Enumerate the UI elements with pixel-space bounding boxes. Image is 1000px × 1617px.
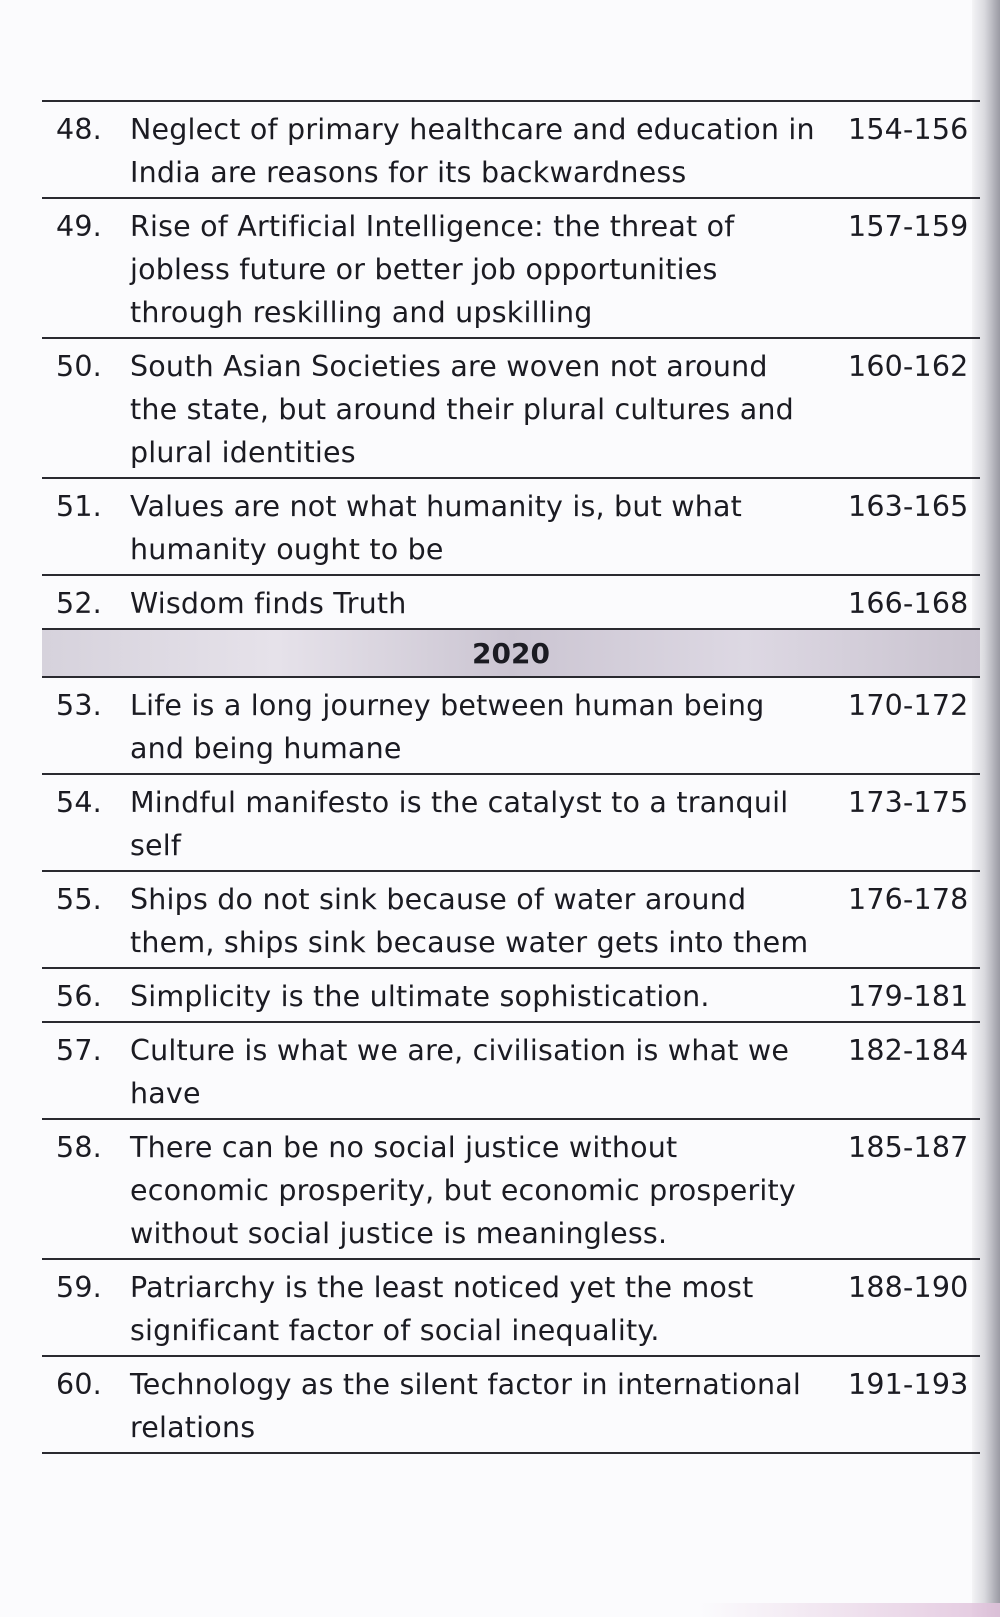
- entry-title: Neglect of primary healthcare and education in India are reasons for its backwardness: [130, 113, 815, 189]
- toc-row[interactable]: [42, 1023, 980, 1120]
- toc-row[interactable]: [42, 1260, 980, 1357]
- toc-row[interactable]: [42, 678, 980, 775]
- entry-pages: 173-175: [848, 786, 969, 819]
- entry-pages: 170-172: [848, 689, 969, 722]
- table-of-contents: [42, 100, 980, 1454]
- entry-title: Mindful manifesto is the catalyst to a tranquil self: [130, 786, 789, 862]
- entry-number: 59.: [56, 1271, 102, 1304]
- entry-title: Simplicity is the ultimate sophistication.: [130, 980, 710, 1013]
- entry-title: There can be no social justice without economic prosperity, but economic prosperity without social justice is meaningless.: [130, 1131, 796, 1250]
- entry-number: 57.: [56, 1034, 102, 1067]
- entry-number: 56.: [56, 980, 102, 1013]
- toc-row[interactable]: [42, 969, 980, 1023]
- entry-pages: 157-159: [848, 210, 969, 243]
- entry-number: 52.: [56, 587, 102, 620]
- entry-title: Technology as the silent factor in international relations: [130, 1368, 802, 1444]
- entry-pages: 154-156: [848, 113, 969, 146]
- toc-row[interactable]: [42, 872, 980, 969]
- entry-pages: 160-162: [848, 350, 969, 383]
- entry-number: 50.: [56, 350, 102, 383]
- entry-title: Wisdom finds Truth: [130, 587, 407, 620]
- entry-pages: 182-184: [848, 1034, 969, 1067]
- entry-title: Ships do not sink because of water around them, ships sink because water gets into them: [130, 883, 809, 959]
- entry-title: South Asian Societies are woven not around the state, but around their plural cultures and plural identities: [130, 350, 794, 469]
- toc-row[interactable]: [42, 199, 980, 339]
- entry-pages: 179-181: [848, 980, 969, 1013]
- entry-number: 60.: [56, 1368, 102, 1401]
- entry-title: Values are not what humanity is, but what humanity ought to be: [130, 490, 743, 566]
- year-heading: 2020: [42, 630, 980, 678]
- entry-number: 54.: [56, 786, 102, 819]
- entry-pages: 188-190: [848, 1271, 969, 1304]
- entry-pages: 185-187: [848, 1131, 969, 1164]
- toc-row[interactable]: [42, 479, 980, 576]
- toc-row[interactable]: [42, 102, 980, 199]
- entry-number: 55.: [56, 883, 102, 916]
- entry-number: 58.: [56, 1131, 102, 1164]
- entry-title: Culture is what we are, civilisation is what we have: [130, 1034, 790, 1110]
- toc-row[interactable]: [42, 339, 980, 479]
- entry-pages: 166-168: [848, 587, 969, 620]
- entry-title: Rise of Artificial Intelligence: the threat of jobless future or better job opportunities through reskilling and upskilling: [130, 210, 735, 329]
- toc-row[interactable]: [42, 576, 980, 630]
- entry-number: 49.: [56, 210, 102, 243]
- toc-row[interactable]: [42, 775, 980, 872]
- entry-number: 51.: [56, 490, 102, 523]
- entry-title: Patriarchy is the least noticed yet the most significant factor of social inequality.: [130, 1271, 754, 1347]
- entry-title: Life is a long journey between human being and being humane: [130, 689, 765, 765]
- entry-pages: 191-193: [848, 1368, 969, 1401]
- entry-number: 48.: [56, 113, 102, 146]
- toc-row[interactable]: [42, 1357, 980, 1454]
- entry-number: 53.: [56, 689, 102, 722]
- cover-edge-tint: [700, 1603, 1000, 1617]
- toc-row[interactable]: [42, 1120, 980, 1260]
- entry-pages: 163-165: [848, 490, 969, 523]
- entry-pages: 176-178: [848, 883, 969, 916]
